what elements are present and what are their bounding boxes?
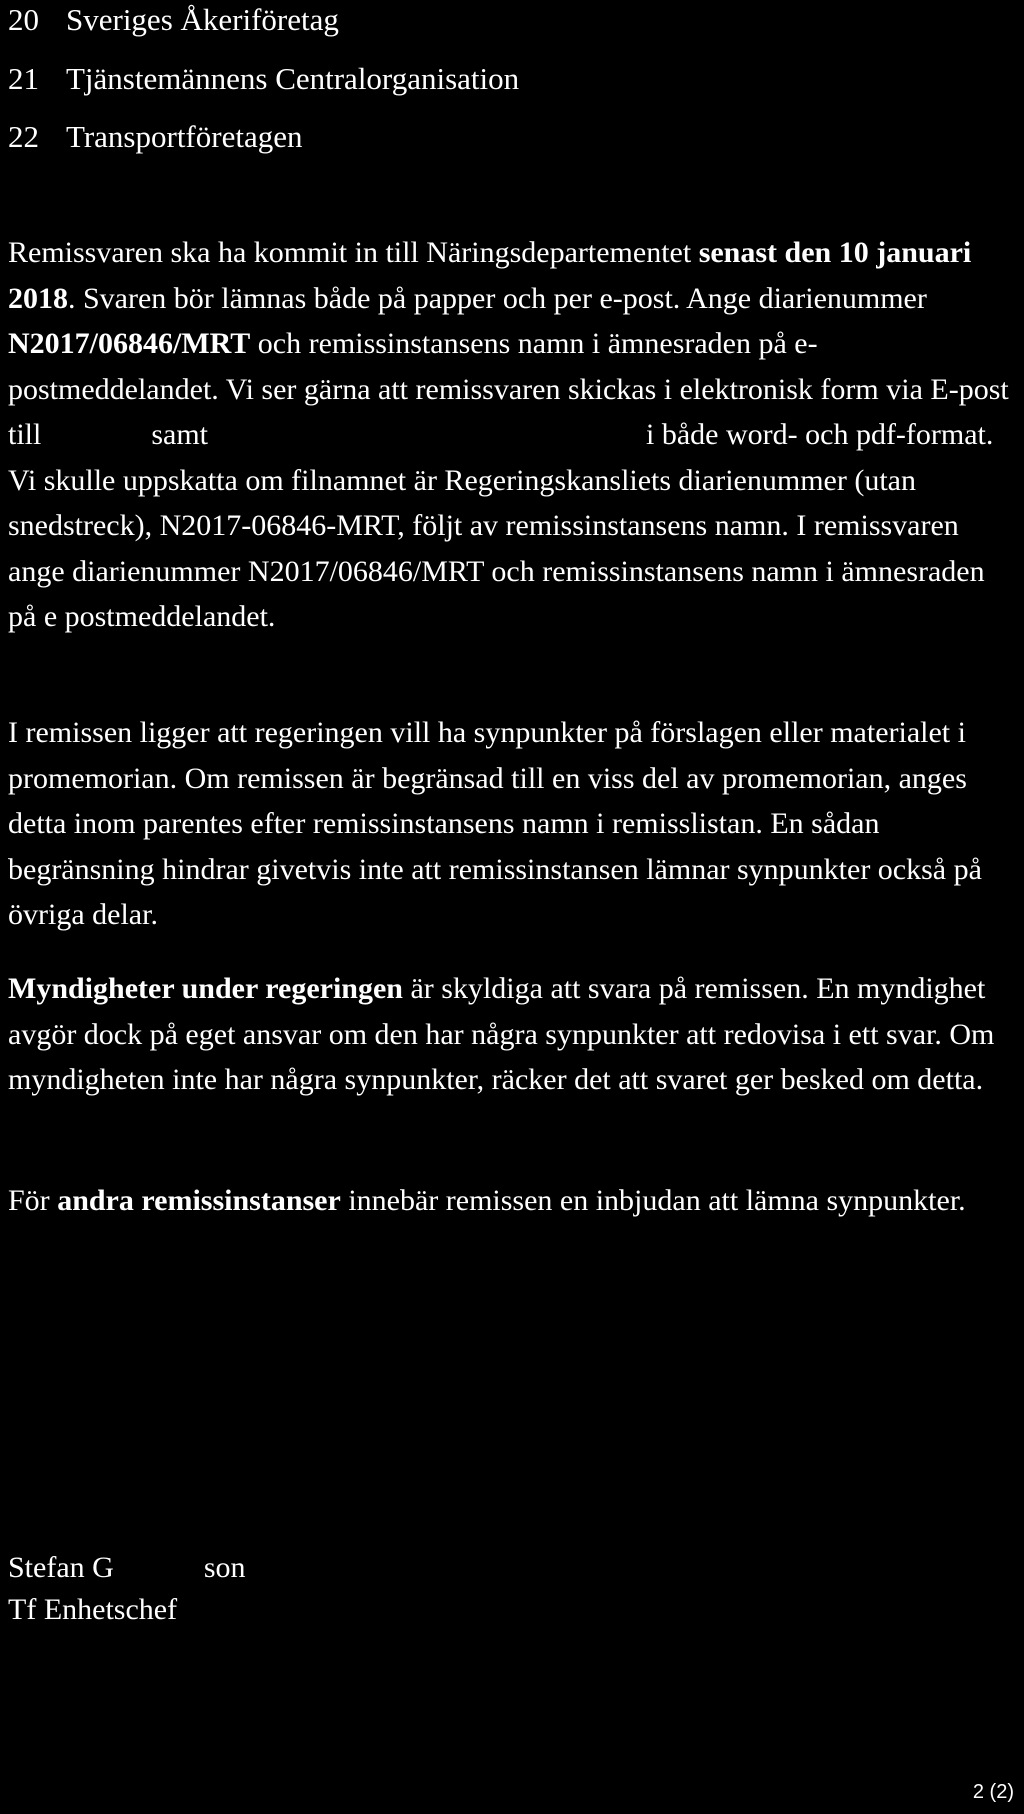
signature-title: Tf Enhetschef [8, 1593, 178, 1626]
list-item-name: Transportföretagen [66, 119, 303, 154]
paragraph-scope: I remissen ligger att regeringen vill ha synpunkter på förslagen eller materialet i promemorian. Om remissen är begränsad till en viss del av promemorian, anges detta inom parentes efter remissinstansens namn i remisslistan. En sådan begränsning hindrar givetvis inte att remissinstansen lämnar synpunkter också på övriga delar. [8, 716, 982, 931]
page-number: 2 (2) [972, 1781, 1014, 1803]
list-item [8, 59, 519, 99]
authorities-heading: Myndigheter under regeringen [8, 972, 403, 1005]
list-item-number: 22 [8, 119, 39, 154]
list-item-number: 20 [8, 2, 39, 37]
deadline: senast den 10 januari 2018 [8, 236, 972, 315]
diary-number: N2017/06846/MRT [8, 327, 251, 360]
list-item [8, 0, 339, 40]
paragraph-submission-instructions: Remissvaren ska ha kommit in till Näringsdepartementet senast den 10 januari 2018. Svaren bör lämnas både på papper och per e-post. Ange diarienummer N2017/06846/MRT och remissinstansens namn i ämnesraden på e-postmeddelandet. Vi ser gärna att remissvaren skickas i elektronisk form via E-post till samt i både word- och pdf-format. Vi skulle uppskatta om filnamnet är Regeringskansliets diarienummer (utan snedstreck), N2017-06846-MRT, följt av remissinstansens namn. I remissvaren ange diarienummer N2017/06846/MRT och remissinstansens namn i ämnesraden på e postmeddelandet. [8, 236, 1009, 633]
other-bodies-heading: andra remissinstanser [57, 1184, 341, 1217]
paragraph-authorities: Myndigheter under regeringen är skyldiga att svara på remissen. En myndighet avgör dock på eget ansvar om den har några synpunkter att redovisa i ett svar. Om myndigheten inte har några synpunkter, räcker det att svaret ger besked om detta. [8, 972, 995, 1096]
paragraph-other-bodies: För andra remissinstanser innebär remissen en inbjudan att lämna synpunkter. [8, 1184, 966, 1217]
list-item-name: Tjänstemännens Centralorganisation [66, 61, 520, 96]
list-item-name: Sveriges Åkeriföretag [66, 2, 339, 37]
list-item-number: 21 [8, 61, 39, 96]
list-item [8, 117, 302, 157]
signature-name: Stefan G son [8, 1551, 246, 1584]
